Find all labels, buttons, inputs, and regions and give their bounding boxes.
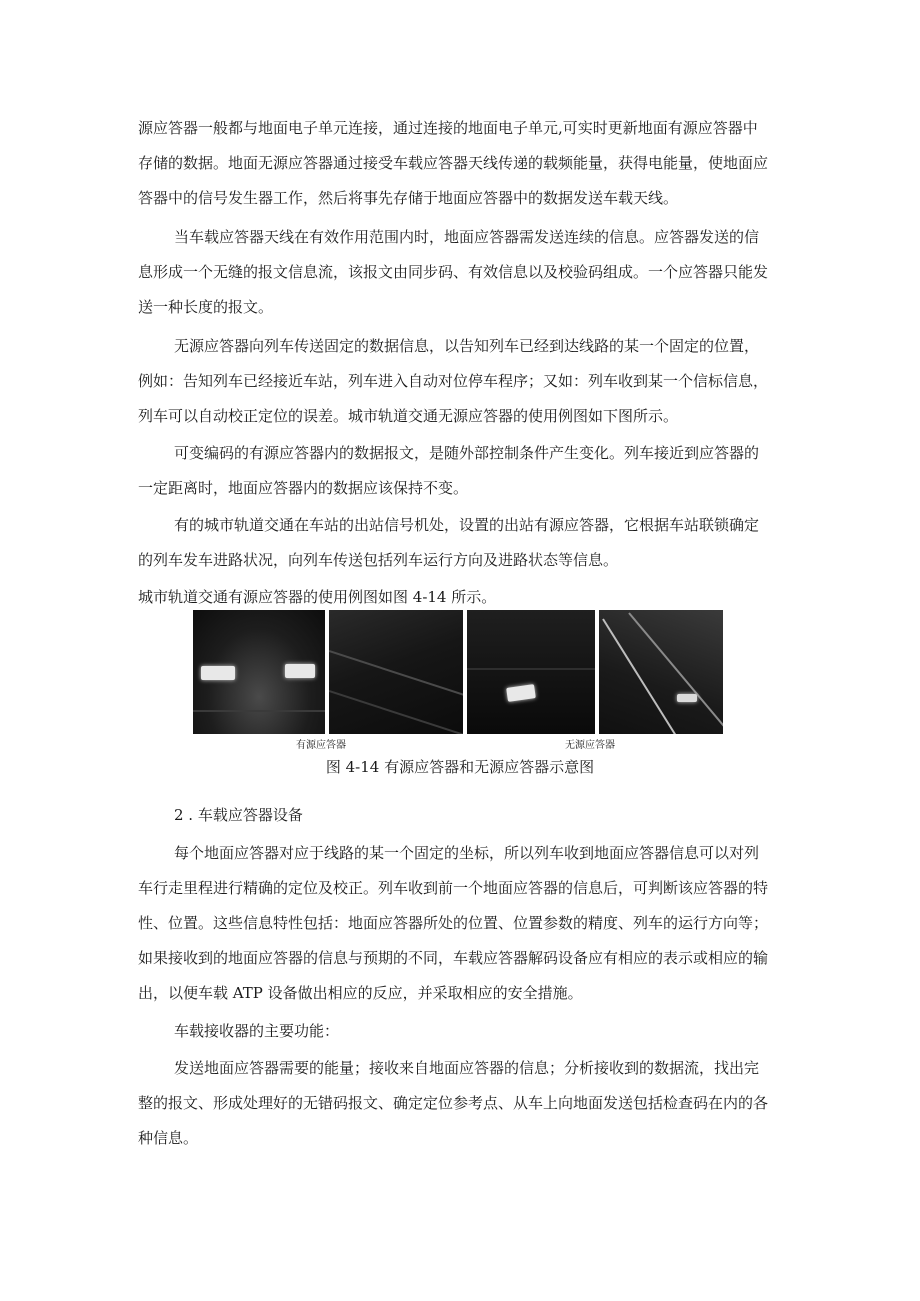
section-heading: 2 . 车载应答器设备: [174, 806, 303, 824]
paragraph-line: 送一种长度的报文。: [138, 298, 274, 316]
rail-line: [467, 668, 595, 670]
figure-caption: 图 4-14 有源应答器和无源应答器示意图: [325, 758, 595, 776]
paragraph-line: 可变编码的有源应答器内的数据报文，是随外部控制条件产生变化。列车接近到应答器的: [174, 444, 760, 462]
paragraph-line: 每个地面应答器对应于线路的某一个固定的坐标，所以列车收到地面应答器信息可以对列: [174, 844, 760, 862]
balise-photo-figure: [193, 610, 725, 734]
paragraph-line: 列车可以自动校正定位的误差。城市轨道交通无源应答器的使用例图如下图所示。: [138, 407, 679, 425]
passive-balise-photo-2: [599, 610, 723, 734]
paragraph-line: 车行走里程进行精确的定位及校正。列车收到前一个地面应答器的信息后，可判断该应答器的特: [138, 879, 769, 897]
paragraph-line: 性、位置。这些信息特性包括：地面应答器所处的位置、位置参数的精度、列车的运行方向等；: [138, 914, 769, 932]
rail-line: [602, 618, 683, 734]
paragraph-line: 无源应答器向列车传送固定的数据信息，以告知列车已经到达线路的某一个固定的位置，: [174, 337, 760, 355]
paragraph-line: 整的报文、形成处理好的无错码报文、确定定位参考点、从车上向地面发送包括检查码在内的各: [138, 1094, 769, 1112]
figure-label-passive: 无源应答器: [565, 740, 615, 751]
active-balise-photo-2: [329, 610, 463, 734]
passive-balise-photo-1: [467, 610, 595, 734]
rail-line: [329, 690, 463, 734]
paragraph-line: 当车载应答器天线在有效作用范围内时，地面应答器需发送连续的信息。应答器发送的信: [174, 228, 760, 246]
paragraph-line: 存储的数据。地面无源应答器通过接受车载应答器天线传递的载频能量，获得电能量，使地面应: [138, 154, 769, 172]
balise-shape: [201, 666, 235, 680]
active-balise-photo-1: [193, 610, 325, 734]
paragraph-line: 息形成一个无缝的报文信息流，该报文由同步码、有效信息以及校验码组成。一个应答器只能发: [138, 263, 769, 281]
paragraph-line: 答器中的信号发生器工作，然后将事先存储于地面应答器中的数据发送车载天线。: [138, 189, 679, 207]
paragraph-line: 的列车发车进路状况，向列车传送包括列车运行方向及进路状态等信息。: [138, 551, 619, 569]
figure-intro-line: 城市轨道交通有源应答器的使用例图如图 4-14 所示。: [138, 588, 497, 606]
paragraph-line: 发送地面应答器需要的能量；接收来自地面应答器的信息；分析接收到的数据流，找出完: [174, 1059, 760, 1077]
paragraph-line: 出，以便车载 ATP 设备做出相应的反应，并采取相应的安全措施。: [138, 984, 583, 1002]
balise-shape: [677, 694, 697, 702]
paragraph-line: 车载接收器的主要功能：: [174, 1022, 340, 1040]
paragraph-line: 一定距离时，地面应答器内的数据应该保持不变。: [138, 479, 469, 497]
rail-line: [193, 710, 325, 712]
paragraph-line: 种信息。: [138, 1129, 199, 1147]
balise-shape: [506, 684, 536, 702]
figure-label-active: 有源应答器: [296, 740, 346, 751]
balise-shape: [285, 664, 315, 678]
rail-line: [628, 612, 723, 728]
rail-line: [329, 650, 463, 698]
paragraph-line: 如果接收到的地面应答器的信息与预期的不同，车载应答器解码设备应有相应的表示或相应的输: [138, 949, 769, 967]
paragraph-line: 例如：告知列车已经接近车站，列车进入自动对位停车程序；又如：列车收到某一个信标信息，: [138, 372, 769, 390]
paragraph-line: 有的城市轨道交通在车站的出站信号机处，设置的出站有源应答器，它根据车站联锁确定: [174, 516, 760, 534]
paragraph-line: 源应答器一般都与地面电子单元连接，通过连接的地面电子单元,可实时更新地面有源应答器中: [138, 119, 758, 137]
